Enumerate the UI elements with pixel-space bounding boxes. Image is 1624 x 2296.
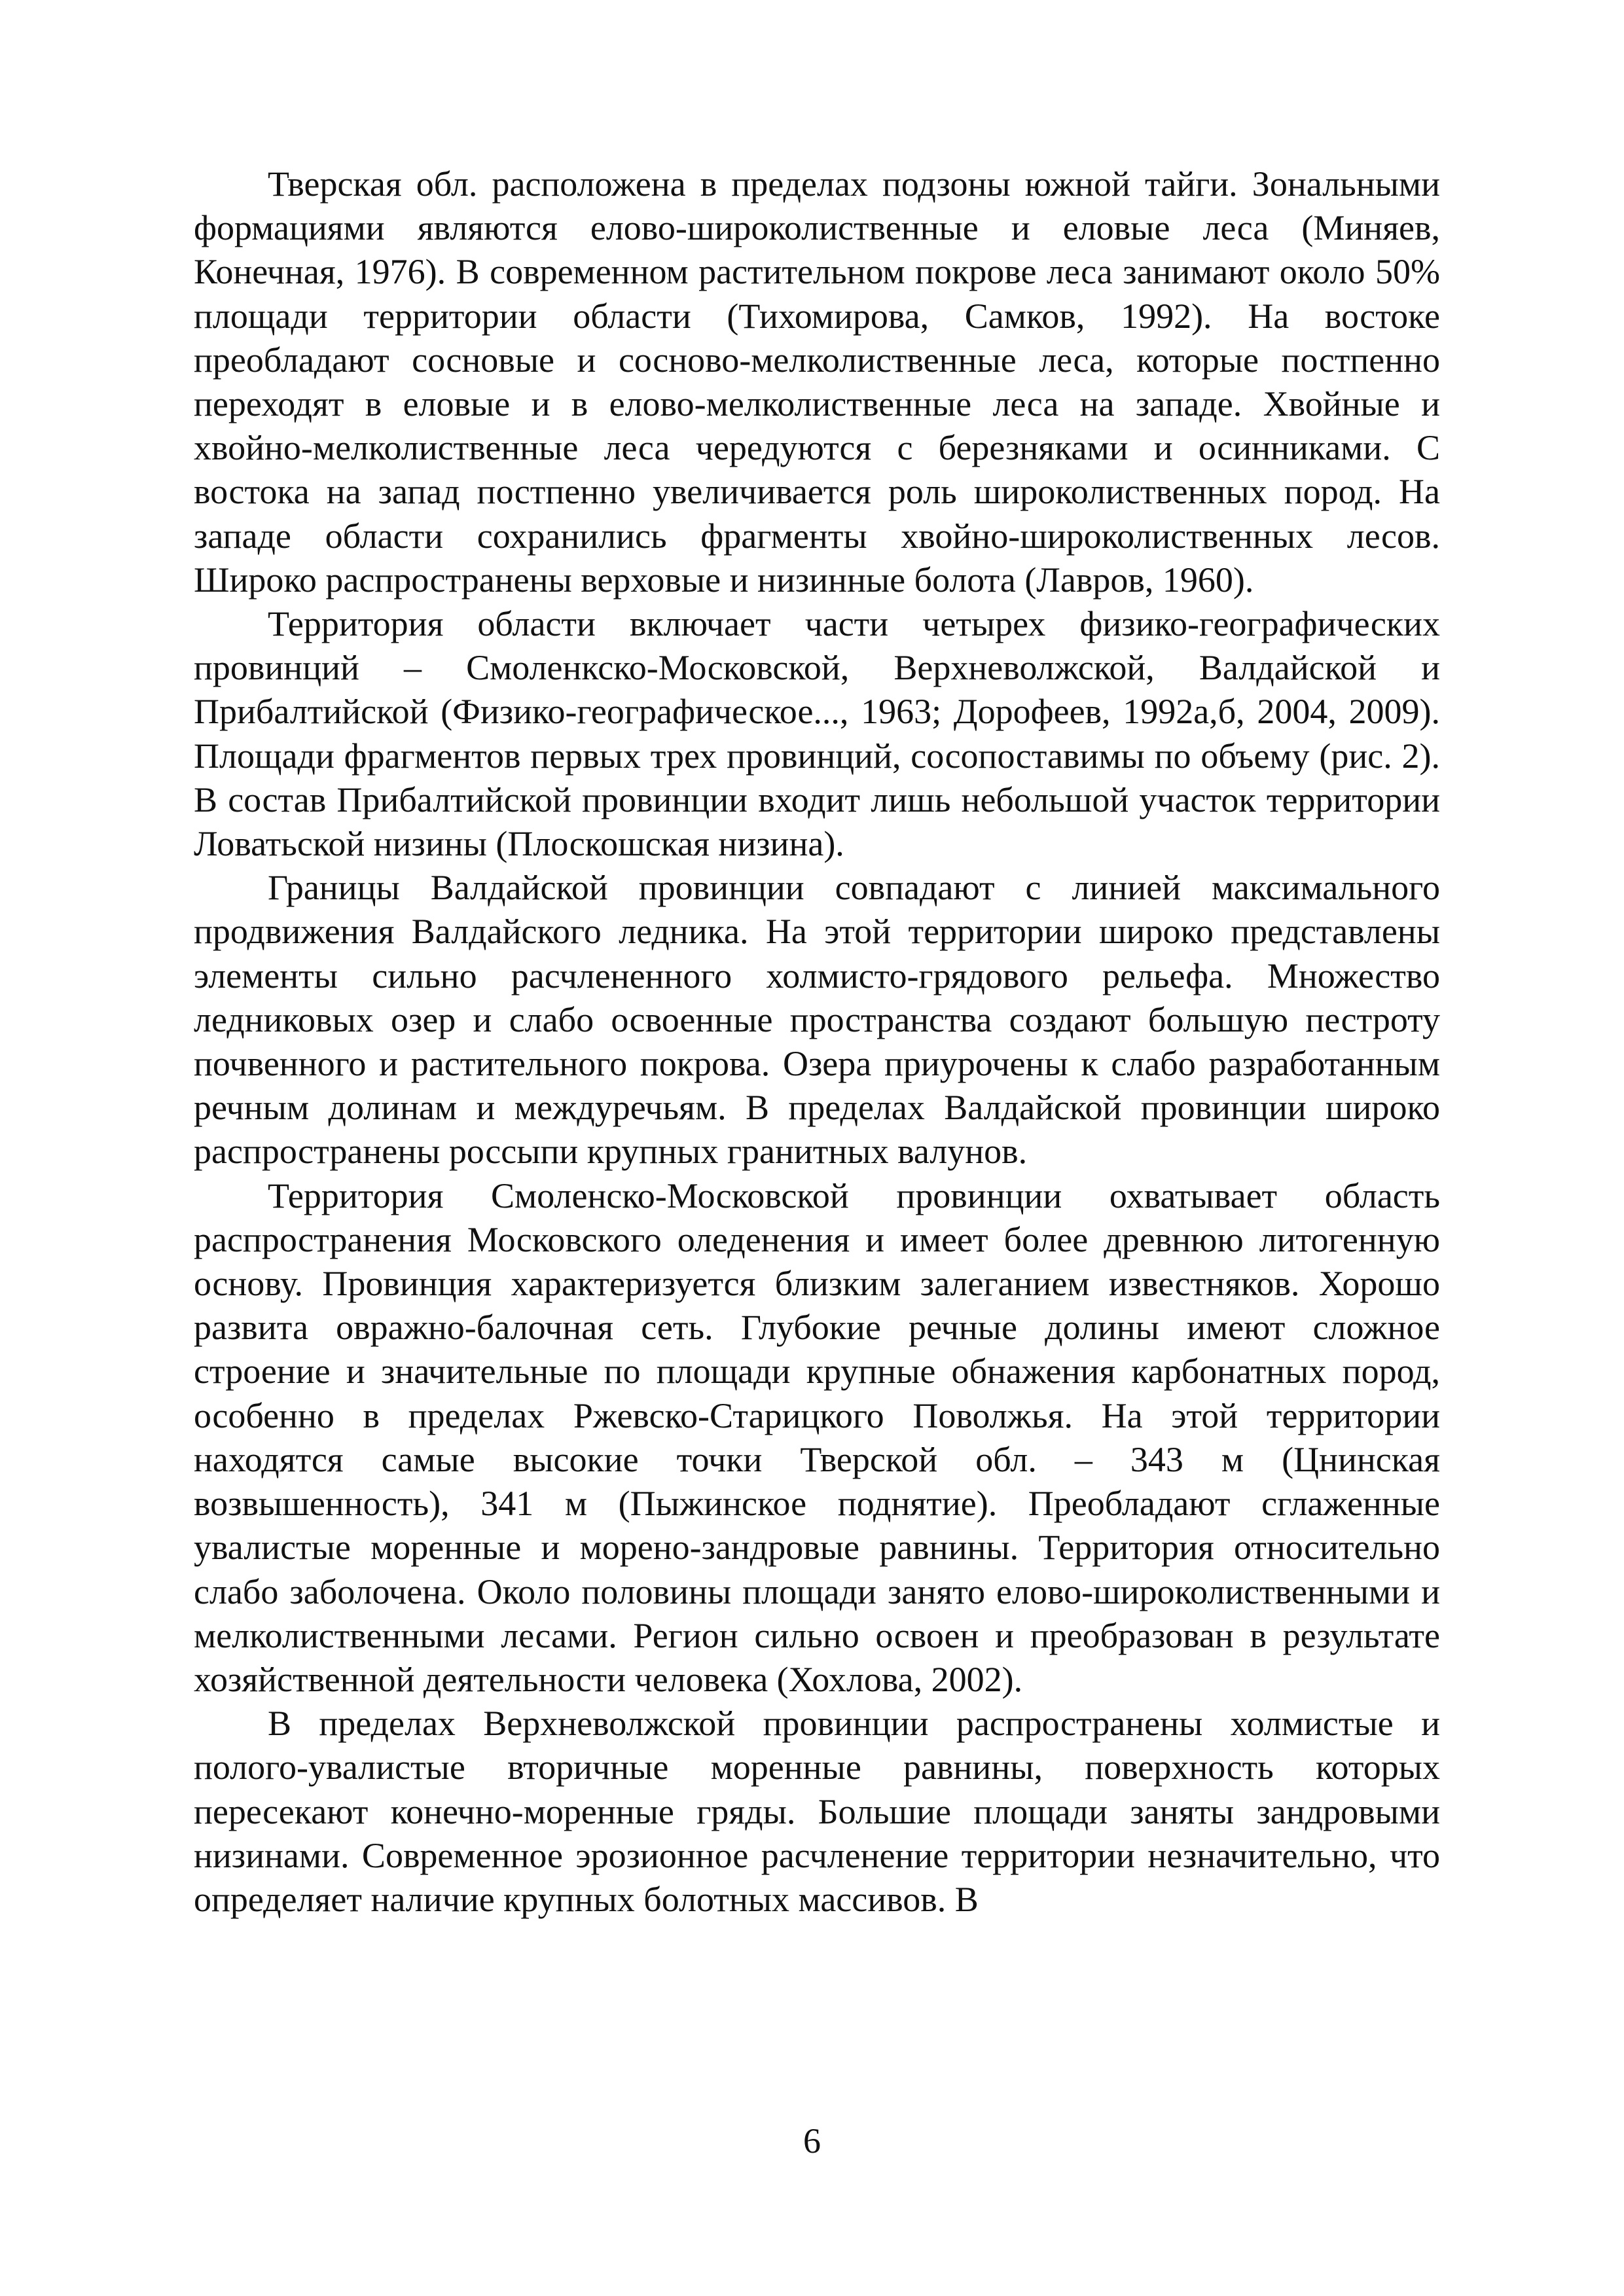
body-text xyxy=(194,162,1440,1922)
paragraph-4: Территория Смоленско-Московской провинции охватывает область распространения Московского оледенения и имеет более древнюю литогенную основу. Провинция характеризуется близким залеганием известняков. Хорошо развита овражно-балочная сеть. Глубокие речные долины имеют сложное строение и значительные по площади крупные обнажения карбонатных пород, особенно в пределах Ржевско-Старицкого Поволжья. На этой территории находятся самые высокие точки Тверской обл. – 343 м (Цнинская возвышенность), 341 м (Пыжинское поднятие). Преобладают сглаженные увалистые моренные и морено-зандровые равнины. Территория относительно слабо заболочена. Около половины площади занято елово-широколиственными и мелколиственными лесами. Регион сильно освоен и преобразован в результате хозяйственной деятельности человека (Хохлова, 2002). xyxy=(194,1175,1440,1699)
paragraph-3: Границы Валдайской провинции совпадают с линией максимального продвижения Валдайского ледника. На этой территории широко представлены элементы сильно расчлененного холмисто-грядового рельефа. Множество ледниковых озер и слабо освоенные пространства создают большую пестроту почвенного и растительного покрова. Озера приурочены к слабо разработанным речным долинам и междуречьям. В пределах Валдайской провинции широко распространены россыпи крупных гранитных валунов. xyxy=(194,868,1440,1172)
paragraph-1: Тверская обл. расположена в пределах подзоны южной тайги. Зональными формациями являются елово-широколиственные и еловые леса (Миняев, Конечная, 1976). В современном растительном покрове леса занимают около 50% площади территории области (Тихомирова, Самков, 1992). На востоке преобладают сосновые и сосново-мелколиственные леса, которые постпенно переходят в еловые и в елово-мелколиственные леса на западе. Хвойные и хвойно-мелколиственные леса чередуются с березняками и осинниками. С востока на запад постпенно увеличивается роль широколиственных пород. На западе области сохранились фрагменты хвойно-широколиственных лесов. Широко распространены верховые и низинные болота (Лавров, 1960). xyxy=(194,164,1440,600)
paragraph-5: В пределах Верхневолжской провинции распространены холмистые и полого-увалистые вторичные моренные равнины, поверхность которых пересекают конечно-моренные гряды. Большие площади заняты зандровыми низинами. Современное эрозионное расчленение территории незначительно, что определяет наличие крупных болотных массивов. В xyxy=(194,1704,1440,1919)
paragraph-2: Территория области включает части четырех физико-географических провинций – Смоленкско-Московской, Верхневолжской, Валдайской и Прибалтийской (Физико-географическое..., 1963; Дорофеев, 1992а,б, 2004, 2009). Площади фрагментов первых трех провинций, сосопоставимы по объему (рис. 2). В состав Прибалтийской провинции входит лишь небольшой участок территории Ловатьской низины (Плоскошская низина). xyxy=(194,604,1440,864)
page-number: 6 xyxy=(803,2121,821,2161)
